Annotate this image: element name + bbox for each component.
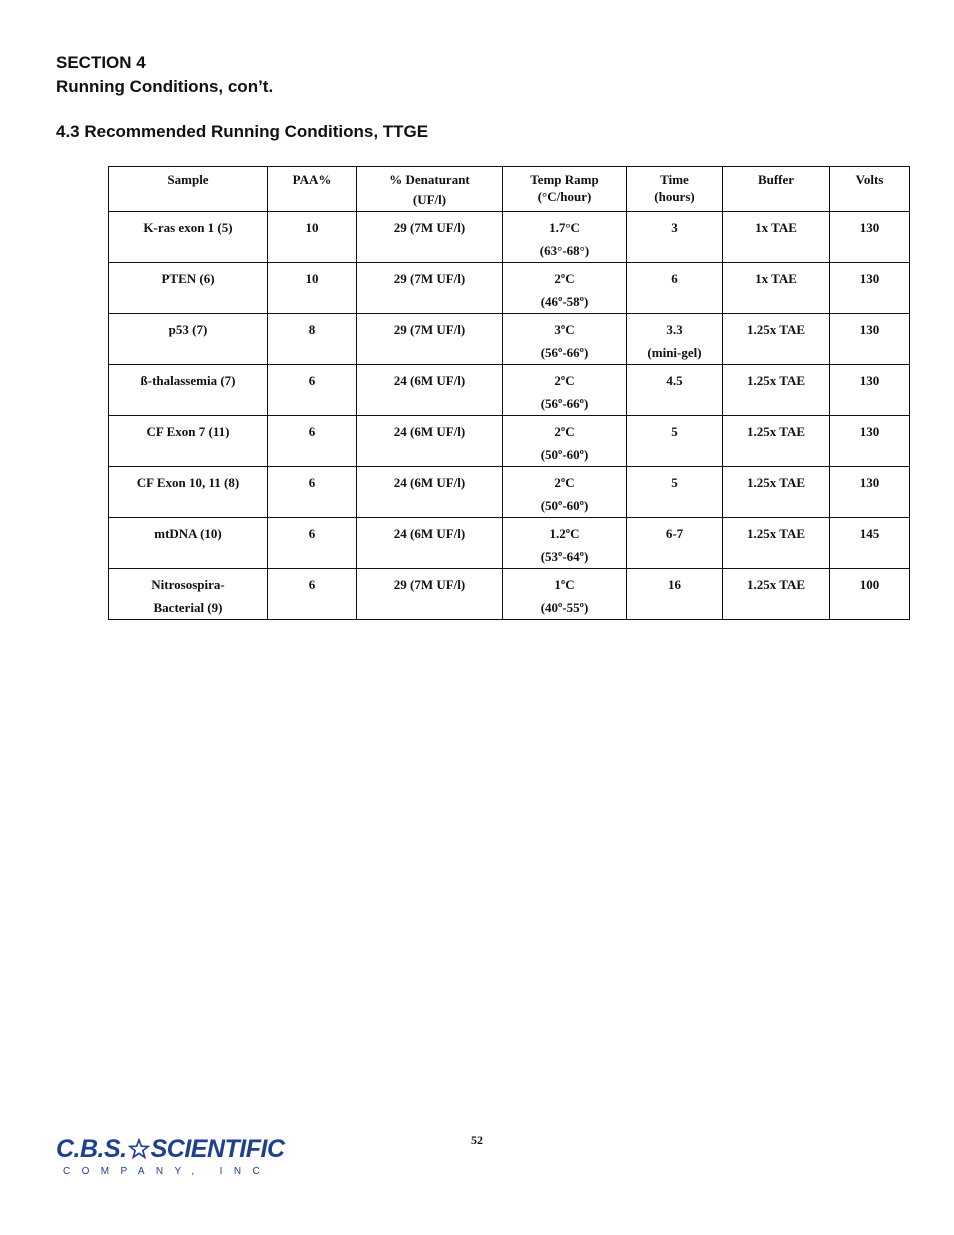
logo-text-right: SCIENTIFIC: [150, 1135, 285, 1163]
section-number: SECTION 4: [56, 53, 146, 72]
logo-company-line: COMPANY, INC: [63, 1166, 272, 1177]
cell-time: 4.5: [627, 365, 723, 416]
table-row: [109, 518, 910, 569]
table-row: [109, 263, 910, 314]
table-row: [109, 365, 910, 416]
cell-buffer: 1.25x TAE: [723, 365, 830, 416]
column-header: PAA%: [268, 167, 357, 212]
section-title: Running Conditions, con’t.: [56, 77, 274, 96]
cell-time: 6: [627, 263, 723, 314]
cell-sample: p53 (7): [109, 314, 268, 365]
cell-buffer: 1.25x TAE: [723, 518, 830, 569]
cell-ramp: 3ºC (56º-66º): [503, 314, 627, 365]
column-header: Temp Ramp (°C/hour): [503, 167, 627, 212]
cell-time: 5: [627, 416, 723, 467]
cell-volts: 130: [830, 314, 910, 365]
cell-paa: 10: [268, 212, 357, 263]
cell-paa: 8: [268, 314, 357, 365]
cell-denaturant: 29 (7M UF/l): [357, 263, 503, 314]
cell-ramp: 2ºC (50º-60º): [503, 416, 627, 467]
cell-denaturant: 29 (7M UF/l): [357, 212, 503, 263]
cell-buffer: 1.25x TAE: [723, 467, 830, 518]
cell-denaturant: 29 (7M UF/l): [357, 314, 503, 365]
cell-denaturant: 29 (7M UF/l): [357, 569, 503, 620]
cell-time: 5: [627, 467, 723, 518]
column-header: Volts: [830, 167, 910, 212]
column-header: % Denaturant (UF/l): [357, 167, 503, 212]
cell-denaturant: 24 (6M UF/l): [357, 518, 503, 569]
cell-volts: 130: [830, 416, 910, 467]
cell-paa: 10: [268, 263, 357, 314]
table-row: [109, 467, 910, 518]
cell-paa: 6: [268, 467, 357, 518]
cell-sample: K-ras exon 1 (5): [109, 212, 268, 263]
cell-volts: 145: [830, 518, 910, 569]
cell-ramp: 1.2ºC (53º-64º): [503, 518, 627, 569]
cell-buffer: 1.25x TAE: [723, 416, 830, 467]
cell-buffer: 1x TAE: [723, 263, 830, 314]
cell-volts: 130: [830, 365, 910, 416]
cell-sample: Nitrosospira- Bacterial (9): [109, 569, 268, 620]
company-logo: [56, 1135, 285, 1177]
cell-ramp: 2ºC (46º-58º): [503, 263, 627, 314]
subsection-heading: 4.3 Recommended Running Conditions, TTGE: [56, 122, 429, 141]
cell-sample: CF Exon 10, 11 (8): [109, 467, 268, 518]
cell-denaturant: 24 (6M UF/l): [357, 467, 503, 518]
cell-time: 3.3 (mini-gel): [627, 314, 723, 365]
cell-denaturant: 24 (6M UF/l): [357, 416, 503, 467]
cell-buffer: 1.25x TAE: [723, 314, 830, 365]
cell-sample: mtDNA (10): [109, 518, 268, 569]
table-row: [109, 212, 910, 263]
running-conditions-table: [108, 166, 910, 620]
table-row: [109, 569, 910, 620]
cell-volts: 130: [830, 212, 910, 263]
cell-ramp: 2ºC (50º-60º): [503, 467, 627, 518]
cell-sample: PTEN (6): [109, 263, 268, 314]
cell-volts: 100: [830, 569, 910, 620]
cell-ramp: 1ºC (40º-55º): [503, 569, 627, 620]
cell-volts: 130: [830, 263, 910, 314]
cell-paa: 6: [268, 569, 357, 620]
cell-denaturant: 24 (6M UF/l): [357, 365, 503, 416]
star-icon: [128, 1138, 150, 1160]
cell-volts: 130: [830, 467, 910, 518]
logo-text-left: C.B.S.: [56, 1135, 127, 1163]
cell-buffer: 1.25x TAE: [723, 569, 830, 620]
cell-time: 3: [627, 212, 723, 263]
cell-time: 6-7: [627, 518, 723, 569]
cell-paa: 6: [268, 416, 357, 467]
cell-paa: 6: [268, 365, 357, 416]
table-header-row: [109, 167, 910, 212]
table-row: [109, 416, 910, 467]
cell-time: 16: [627, 569, 723, 620]
column-header: Sample: [109, 167, 268, 212]
cell-paa: 6: [268, 518, 357, 569]
column-header: Time (hours): [627, 167, 723, 212]
cell-ramp: 1.7°C (63°-68°): [503, 212, 627, 263]
cell-ramp: 2ºC (56º-66º): [503, 365, 627, 416]
cell-sample: CF Exon 7 (11): [109, 416, 268, 467]
cell-buffer: 1x TAE: [723, 212, 830, 263]
cell-sample: ß-thalassemia (7): [109, 365, 268, 416]
table-row: [109, 314, 910, 365]
page-number: 52: [471, 1133, 483, 1147]
column-header: Buffer: [723, 167, 830, 212]
